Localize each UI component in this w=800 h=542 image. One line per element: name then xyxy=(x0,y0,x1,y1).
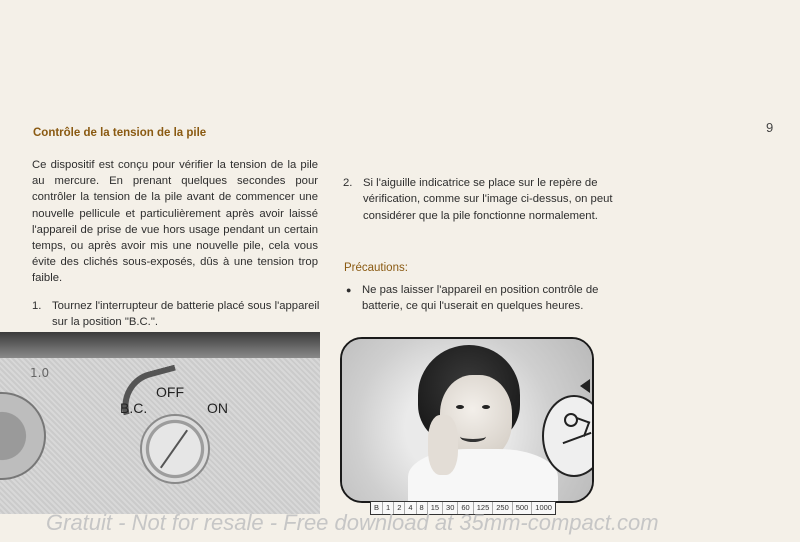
step-1 xyxy=(32,298,322,331)
woman-hand xyxy=(428,415,458,475)
precaution-text: Ne pas laisser l'appareil en position contrôle de batterie, ce qui l'userait en quelques heures. xyxy=(362,284,599,313)
watermark: Gratuit - Not for resale - Free download at 35mm-compact.com xyxy=(46,510,659,535)
woman-mouth xyxy=(460,431,486,442)
shutter-speed-value: 1000 xyxy=(535,503,552,512)
viewfinder-image xyxy=(340,337,594,503)
shutter-speed-value: 250 xyxy=(493,502,513,514)
bullet-icon: ● xyxy=(346,285,352,295)
meter-pointer-icon xyxy=(580,379,590,393)
switch-label-bc: B.C. xyxy=(120,400,148,416)
step-2-number: 2. xyxy=(343,177,353,189)
shutter-speed-value: 8 xyxy=(417,502,428,514)
step-1-number: 1. xyxy=(32,300,42,312)
camera-top-edge xyxy=(0,332,320,358)
precaution-item xyxy=(346,282,632,315)
knob-slot xyxy=(160,430,188,469)
step-2-text: Si l'aiguille indicatrice se place sur le repère de vérification, comme sur l'image ci-dessus, on peut considérer que la pile fonctionne normalement. xyxy=(363,177,613,222)
left-eye xyxy=(456,405,464,409)
battery-switch-knob xyxy=(140,414,210,484)
shutter-speed-value: B xyxy=(371,502,383,514)
switch-label-on: ON xyxy=(207,400,228,416)
engraved-marking: 1.0 xyxy=(30,366,50,380)
shutter-speed-value: 2 xyxy=(394,502,405,514)
shutter-speed-value: 500 xyxy=(513,502,533,514)
shutter-speed-value: 1 xyxy=(383,502,394,514)
precautions-title: Précautions: xyxy=(344,262,408,274)
camera-switch-photo xyxy=(0,332,320,514)
right-eye xyxy=(482,405,490,409)
page-number: 9 xyxy=(766,120,774,135)
shutter-speed-value: 15 xyxy=(428,502,443,514)
shutter-speed-value: 60 xyxy=(458,502,473,514)
step-1-text: Tournez l'interrupteur de batterie placé sous l'appareil sur la position "B.C.". xyxy=(52,300,320,329)
section-title: Contrôle de la tension de la pile xyxy=(33,127,207,139)
shutter-speed-value: 4 xyxy=(405,502,416,514)
shutter-speed-value: 125 xyxy=(474,502,494,514)
step-2 xyxy=(343,175,633,224)
switch-label-off: OFF xyxy=(156,384,184,400)
intro-paragraph: Ce dispositif est conçu pour vérifier la tension de la pile au mercure. En prenant quelques secondes pour contrôler la tension de la pile avant de commencer une nouvelle pellicule et particulièrement après avoir laissé l'appareil de prise de vue hors usage pendant un certain temps, ou après avoir mis une nouvelle pile, cela vous évite des clichés sous-exposés, dûs à une tension trop faible. xyxy=(32,159,318,285)
shutter-speed-value: 30 xyxy=(443,502,458,514)
